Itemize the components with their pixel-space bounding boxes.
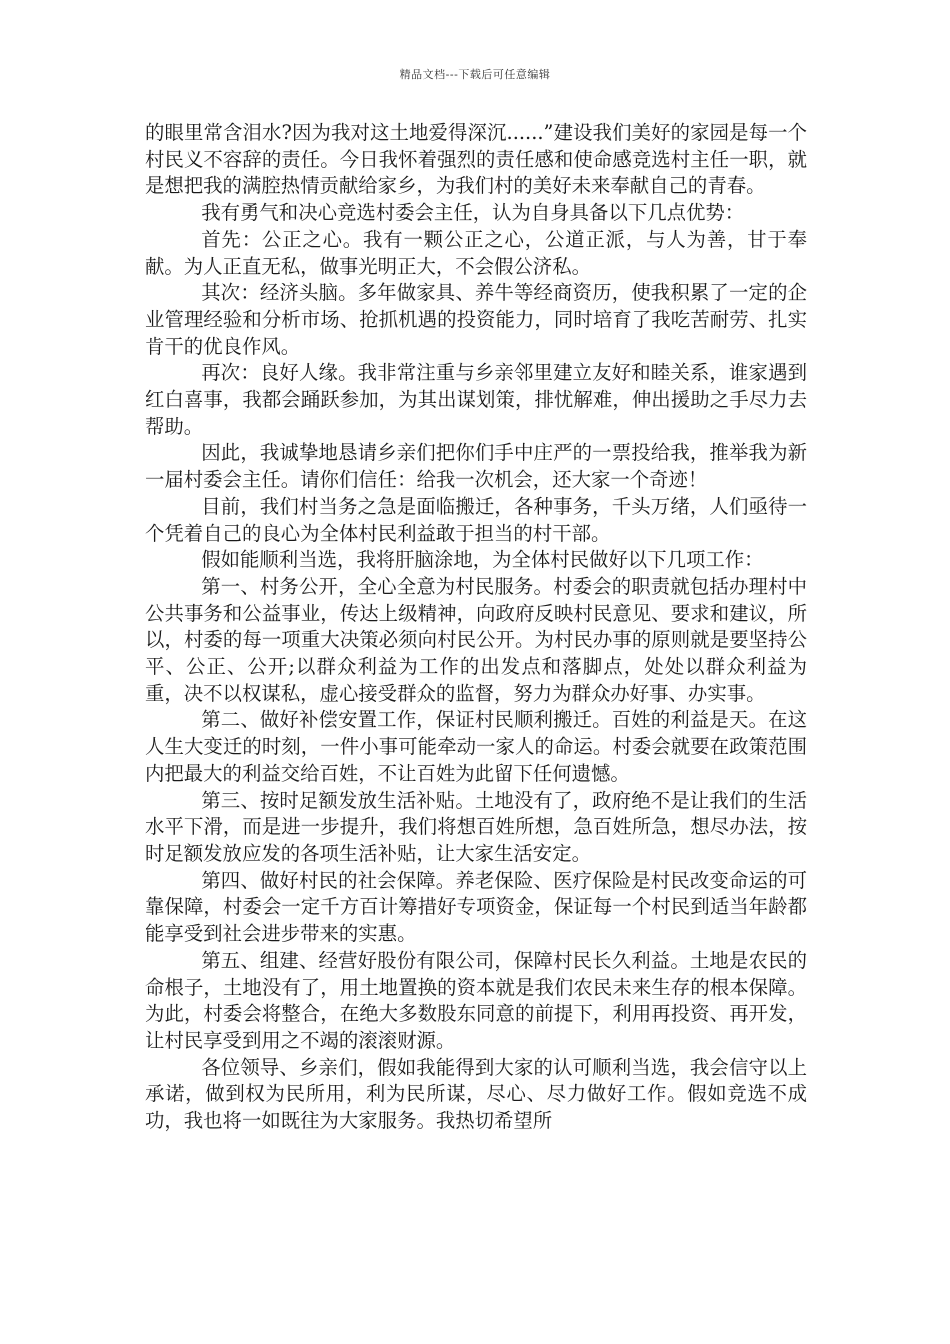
paragraph: 第一、村务公开，全心全意为村民服务。村委会的职责就包括办理村中公共事务和公益事业，传达上级精神，向政府反映村民意见、要求和建议，所以，村委的每一项重大决策必须向村民公开。为村民办事的原则就是要坚持公平、公正、公开;以群众利益为工作的出发点和落脚点，处处以群众利益为重，决不以权谋私，虚心接受群众的监督，努力为群众办好事、办实事。 (145, 574, 807, 705)
paragraph: 第二、做好补偿安置工作，保证村民顺利搬迁。百姓的利益是天。在这人生大变迁的时刻，一件小事可能牵动一家人的命运。村委会就要在政策范围内把最大的利益交给百姓，不让百姓为此留下任何遗憾。 (145, 708, 807, 785)
paragraph: 第五、组建、经营好股份有限公司，保障村民长久利益。土地是农民的命根子，土地没有了，用土地置换的资本就是我们农民未来生存的根本保障。为此，村委会将整合，在绝大多数股东同意的前提下，利用再投资、再开发，让村民享受到用之不竭的滚滚财源。 (145, 948, 807, 1052)
page-header: 精品文档---下载后可任意编辑 (399, 68, 551, 81)
document-body (145, 120, 807, 1135)
paragraph: 第三、按时足额发放生活补贴。土地没有了，政府绝不是让我们的生活水平下滑，而是进一步提升，我们将想百姓所想，急百姓所急，想尽办法，按时足额发放应发的各项生活补贴，让大家生活安定。 (145, 788, 807, 865)
paragraph: 首先：公正之心。我有一颗公正之心，公道正派，与人为善，甘于奉献。为人正直无私，做事光明正大，不会假公济私。 (145, 227, 807, 278)
paragraph: 假如能顺利当选，我将肝脑涂地，为全体村民做好以下几项工作： (201, 548, 764, 572)
paragraph: 再次：良好人缘。我非常注重与乡亲邻里建立友好和睦关系，谁家遇到红白喜事，我都会踊跃参加，为其出谋划策，排忧解难，伸出援助之手尽力去帮助。 (145, 361, 807, 438)
paragraph: 我有勇气和决心竞选村委会主任，认为自身具备以下几点优势： (201, 201, 745, 225)
paragraph: 第四、做好村民的社会保障。养老保险、医疗保险是村民改变命运的可靠保障，村委会一定千方百计筹措好专项资金，保证每一个村民到适当年龄都能享受到社会进步带来的实惠。 (145, 868, 807, 946)
paragraph: 各位领导、乡亲们，假如我能得到大家的认可顺利当选，我会信守以上承诺，做到权为民所用，利为民所谋，尽心、尽力做好工作。假如竞选不成功，我也将一如既往为大家服务。我热切希望所 (145, 1055, 807, 1133)
paragraph-continued: 的眼里常含泪水?因为我对这土地爱得深沉......”建设我们美好的家园是每一个村民义不容辞的责任。今日我怀着强烈的责任感和使命感竞选村主任一职，就是想把我的满腔热情贡献给家乡，为我们村的美好未来奉献自己的青春。 (145, 121, 807, 198)
paragraph: 其次：经济头脑。多年做家具、养牛等经商资历，使我积累了一定的企业管理经验和分析市场、抢抓机遇的投资能力，同时培育了我吃苦耐劳、扎实肯干的优良作风。 (145, 281, 807, 358)
paragraph: 目前，我们村当务之急是面临搬迁，各种事务，千头万绪，人们亟待一个凭着自己的良心为全体村民利益敢于担当的村干部。 (145, 494, 807, 545)
paragraph: 因此，我诚挚地恳请乡亲们把你们手中庄严的一票投给我，推举我为新一届村委会主任。请你们信任：给我一次机会，还大家一个奇迹！ (145, 441, 807, 492)
